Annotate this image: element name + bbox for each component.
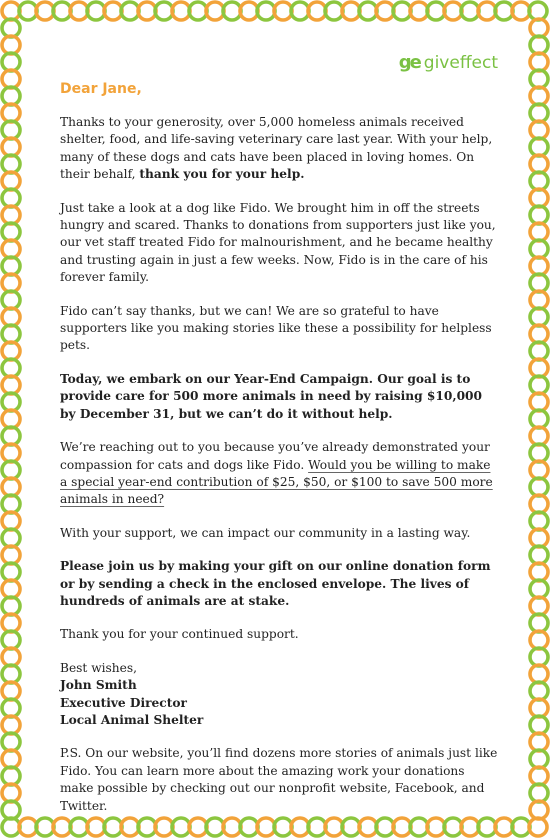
- signer-title: Executive Director: [60, 695, 187, 710]
- donation-ask-link[interactable]: Would you be willing to make a special year-end contribution of $25, $50, or $100 to save 500 more animals in need?: [60, 457, 493, 507]
- paragraph-1: [60, 114, 500, 184]
- logo-mark: ge: [398, 52, 420, 73]
- signer-organization: Local Animal Shelter: [60, 712, 204, 727]
- letter-body: [60, 80, 500, 831]
- paragraph-5-text: We’re reaching out to you because you’ve already demonstrated your compassion for cats and dogs like Fido.: [60, 440, 490, 472]
- paragraph-5: [60, 439, 500, 509]
- paragraph-6: With your support, we can impact our community in a lasting way.: [60, 525, 471, 540]
- call-to-action-paragraph: Please join us by making your gift on our online donation form or by sending a check in the enclosed envelope. The lives of hundreds of animals are at stake.: [60, 559, 491, 608]
- postscript: P.S. On our website, you’ll find dozens more stories of animals just like Fido. You can learn more about the amazing work your donations make possible by checking out our nonprofit website, Facebook, and Twitter.: [60, 746, 498, 813]
- paragraph-1-text: Thanks to your generosity, over 5,000 homeless animals received shelter, food, and life-saving veterinary care last year. With your help, many of these dogs and cats have been placed in loving homes. On their behalf,: [60, 115, 493, 182]
- paragraph-8: Thank you for your continued support.: [60, 627, 299, 642]
- paragraph-1-bold: thank you for your help.: [139, 167, 305, 182]
- greeting: Dear Jane,: [60, 81, 142, 97]
- paragraph-2: Just take a look at a dog like Fido. We brought him in off the streets hungry and scared. Thanks to donations from supporters just like you, our vet staff treated Fido for malnourishment, and he became healthy and trusting again in just a few weeks. Now, Fido is in the care of his forever family.: [60, 200, 496, 285]
- logo-text: giveffect: [423, 52, 498, 73]
- paragraph-3: Fido can’t say thanks, but we can! We are so grateful to have supporters like you making stories like these a possibility for helpless pets.: [60, 303, 492, 353]
- campaign-paragraph: Today, we embark on our Year-End Campaign. Our goal is to provide care for 500 more animals in need by raising $10,000 by December 31, but we can’t do it without help.: [60, 371, 483, 421]
- signer-name: John Smith: [60, 678, 137, 693]
- signature-block: [60, 660, 500, 730]
- closing: Best wishes,: [60, 660, 137, 675]
- giveffect-logo[interactable]: [399, 52, 498, 73]
